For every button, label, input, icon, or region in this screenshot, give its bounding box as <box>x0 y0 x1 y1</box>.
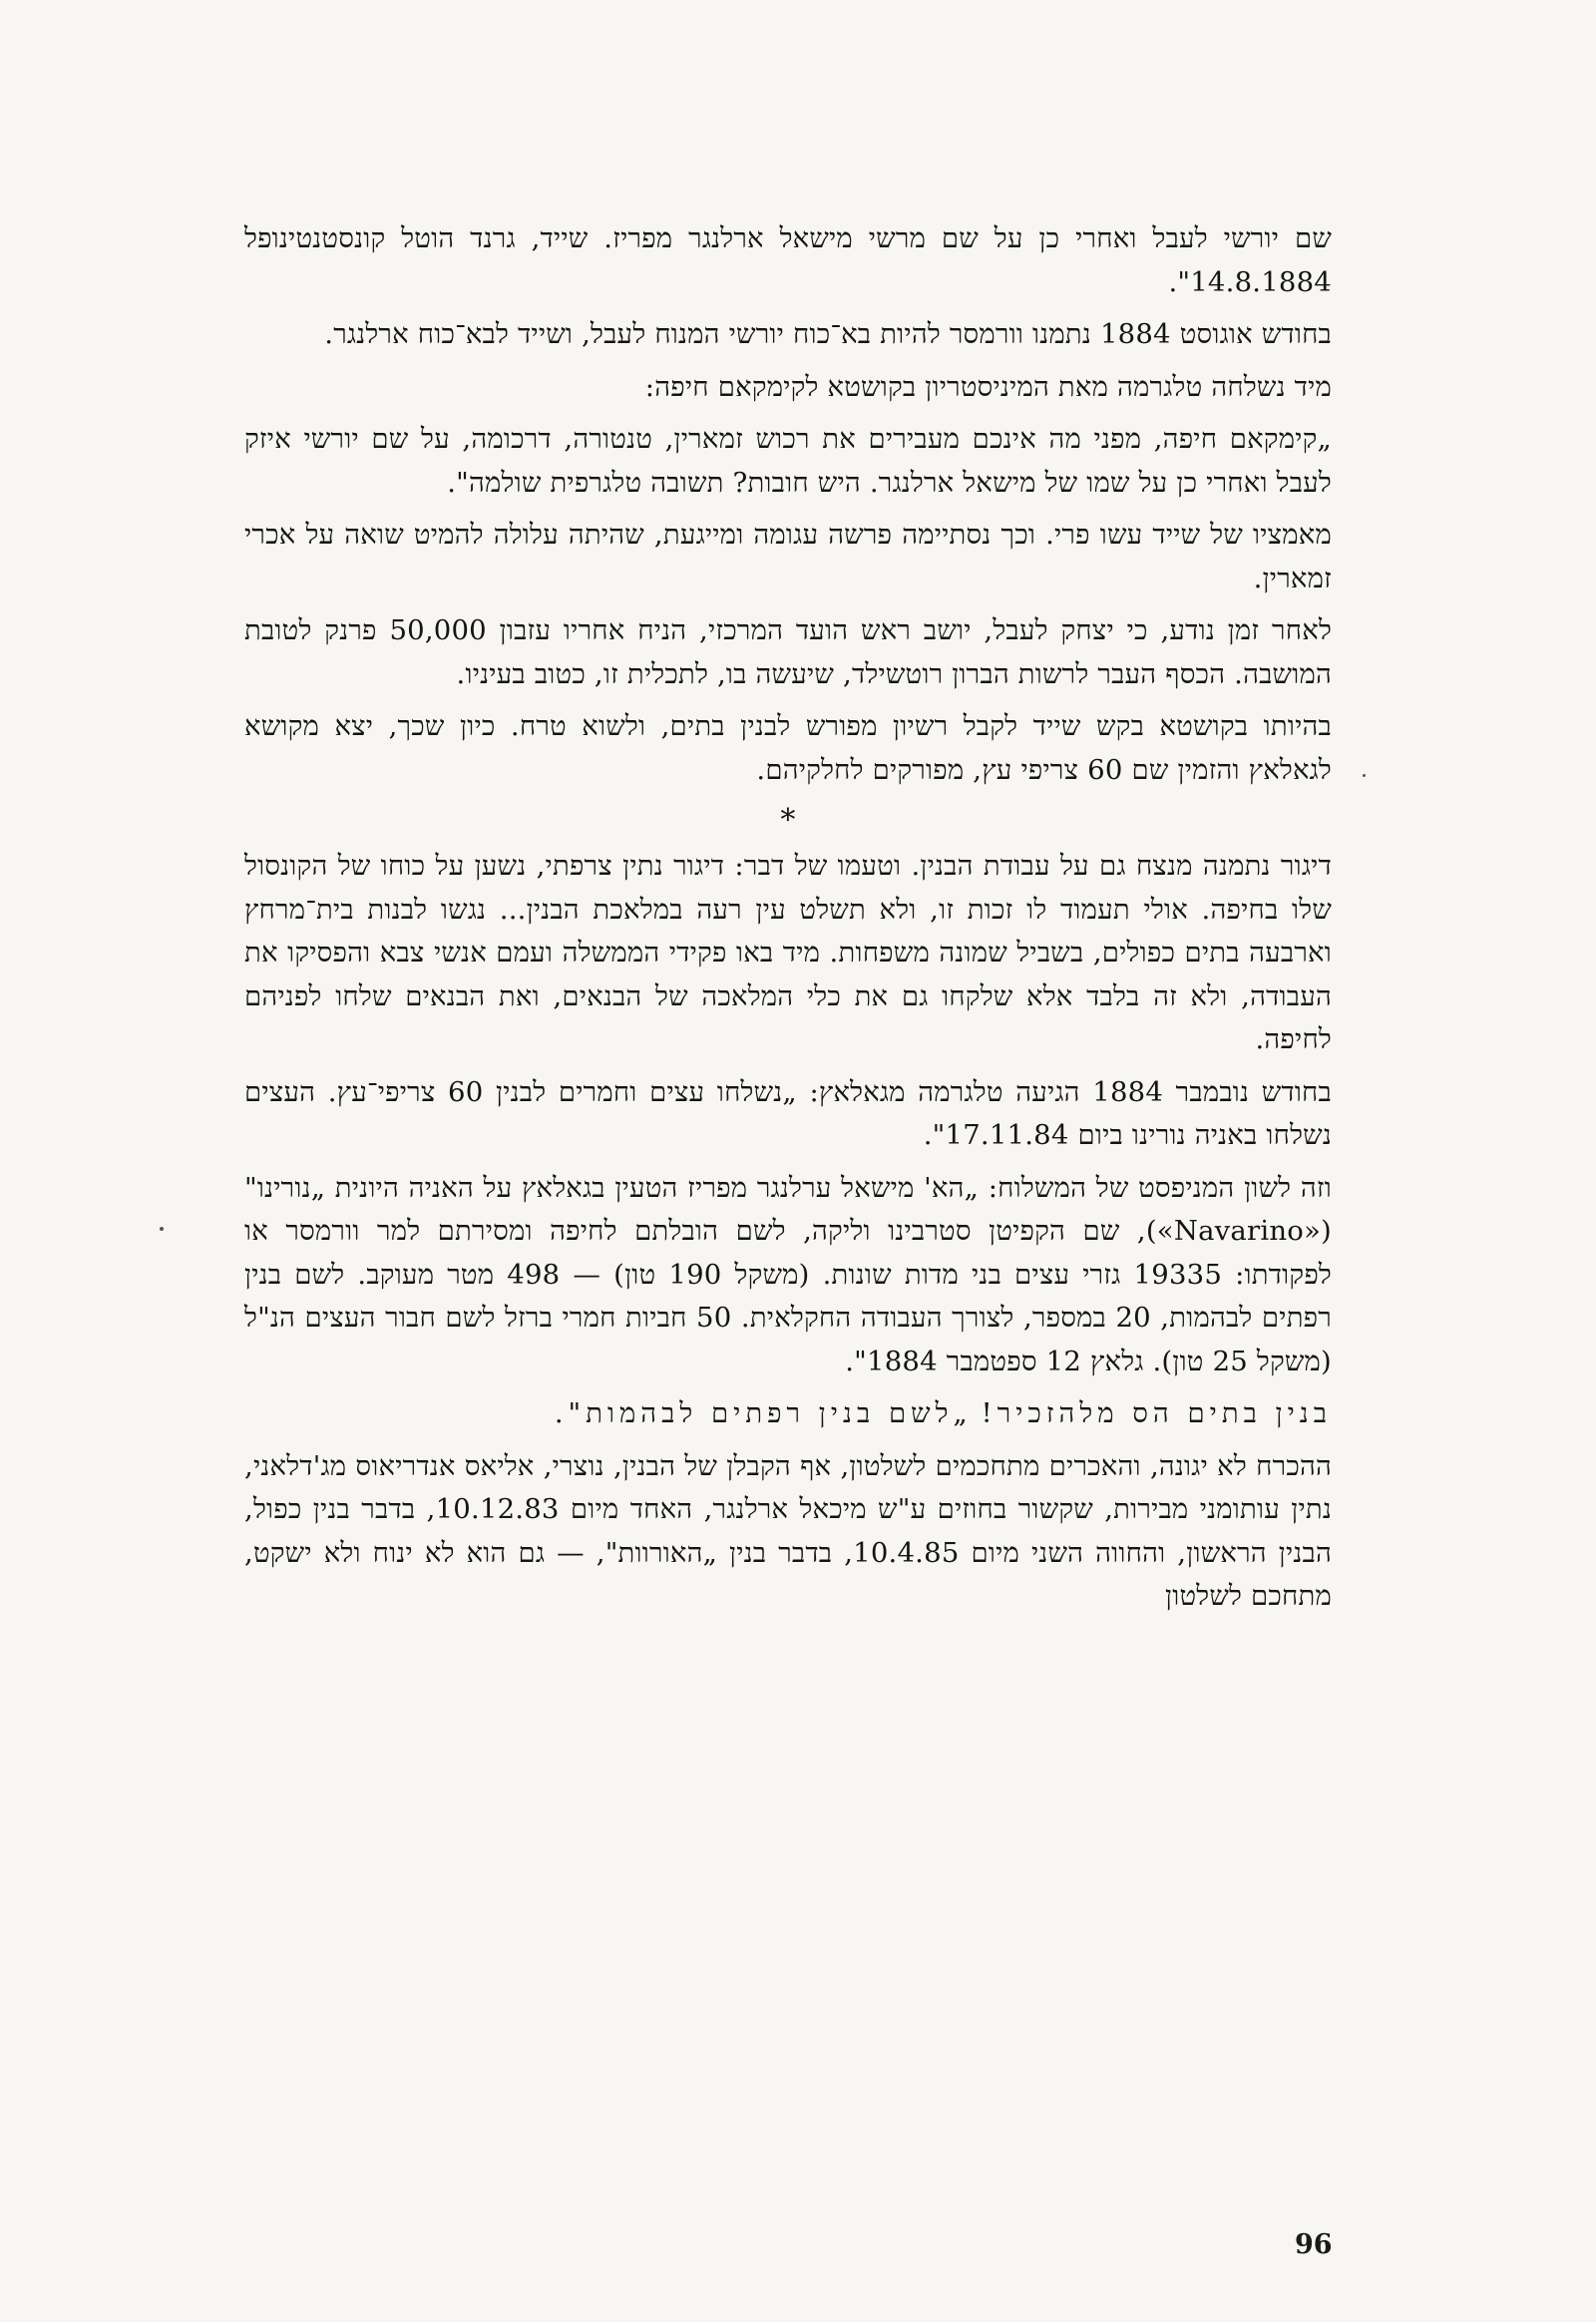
paragraph-10: וזה לשון המניפסט של המשלוח: „הא' מישאל ערלנגר מפריז הטעין בגאלאץ על האניה היונית „נורינו" («Navarino»), שם הקפיטן סטרבינו וליקה, לשם הובלתם לחיפה ומסירתם למר וורמסר או לפקודתו: 19335 גזרי עצים בני מדות שונות. (משקל 190 טון) — 498 מטר מעוקב. לשם בנין רפתים לבהמות, 20 במספר, לצורך העבודה החקלאית. 50 חביות חמרי ברזל לשם חבור העצים הנ"ל (משקל 25 טון). גלאץ 12 ספטמבר 1884". <box>244 1171 1332 1377</box>
paragraph-6: לאחר זמן נודע, כי יצחק לעבל, יושב ראש הועד המרכזי, הניח אחריו עזבון 50,000 פרנק לטובת המושבה. הכסף העבר לרשות הברון רוטשילד, שיעשה בו, לתכלית זו, כטוב בעיניו. <box>244 614 1333 690</box>
paragraph-8: דיגור נתמנה מנצח גם על עבודת הבנין. וטעמו של דבר: דיגור נתין צרפתי, נשען על כוחו של הקונסול שלו בחיפה. אולי תעמוד לו זכות זו, ולא תשלט עין רעה במלאכת הבנין... נגשו לבנות בית־מרחץ וארבעה בתים כפולים, בשביל שמונה משפחות. מיד באו פקידי הממשלה ועמם אנשי צבא והפסיקו את העבודה, ולא זה בלבד אלא שלקחו גם את כלי המלאכה של הבנאים, ואת הבנאים שלחו לפניהם לחיפה. <box>244 850 1332 1055</box>
paragraph-9: בחודש נובמבר 1884 הגיעה טלגרמה מגאלאץ: „נשלחו עצים וחמרים לבנין 60 צריפי־עץ. העצים נשלחו באניה נורינו ביום 17.11.84". <box>244 1075 1332 1151</box>
paragraph-1: שם יורשי לעבל ואחרי כן על שם מרשי מישאל ארלנגר מפריז. שייד, גרנד הוטל קונסטנטינופל 14.8.1884". <box>244 222 1332 298</box>
emphasis-prefix: בנין בתים הס מלהזכיר! <box>981 1397 1332 1429</box>
emphasis-quote: „לשם בנין רפתים לבהמות". <box>554 1397 973 1429</box>
section-separator: * <box>780 803 796 838</box>
scan-speck <box>1363 774 1366 777</box>
paragraph-final: ההכרח לא יגונה, והאכרים מתחכמים לשלטון, אף הקבלן של הבנין, נוצרי, אליאס אנדריאוס מג'דלאני, נתין עותומני מבירות, שקשור בחוזים ע"ש מיכאל ארלנגר, האחד מיום 10.12.83, בדבר בנין כפול, הבנין הראשון, והחווה השני מיום 10.4.85, בדבר בנין „האורוות", — גם הוא לא ינוח ולא ישקט, מתחכם לשלטון <box>244 1449 1332 1612</box>
scan-speck <box>160 1227 164 1231</box>
document-body <box>244 217 1332 1628</box>
emphasis-line <box>244 1392 1332 1436</box>
page-number: 96 <box>1295 2229 1333 2260</box>
paragraph-2: בחודש אוגוסט 1884 נתמנו וורמסר להיות בא־כוח יורשי המנוח לעבל, ושייד לבא־כוח ארלנגר. <box>324 318 1332 350</box>
paragraph-5: מאמציו של שייד עשו פרי. וכך נסתיימה פרשה עגומה ומייגעת, שהיתה עלולה להמיט שואה על אכרי זמארין. <box>244 519 1332 594</box>
paragraph-7: בהיותו בקושטא בקש שייד לקבל רשיון מפורש לבנין בתים, ולשוא טרח. כיון שכך, יצא מקושא לגאלאץ והזמין שם 60 צריפי עץ, מפורקים לחלקיהם. <box>244 710 1332 786</box>
paragraph-3: מיד נשלחה טלגרמה מאת המיניסטריון בקושטא לקימקאם חיפה: <box>644 370 1332 403</box>
paragraph-4: „קימקאם חיפה, מפני מה אינכם מעבירים את רכוש זמארין, טנטורה, דרכומה, על שם יורשי איזק לעבל ואחרי כן על שמו של מישאל ארלנגר. היש חובות? תשובה טלגרפית שולמה". <box>244 423 1332 499</box>
